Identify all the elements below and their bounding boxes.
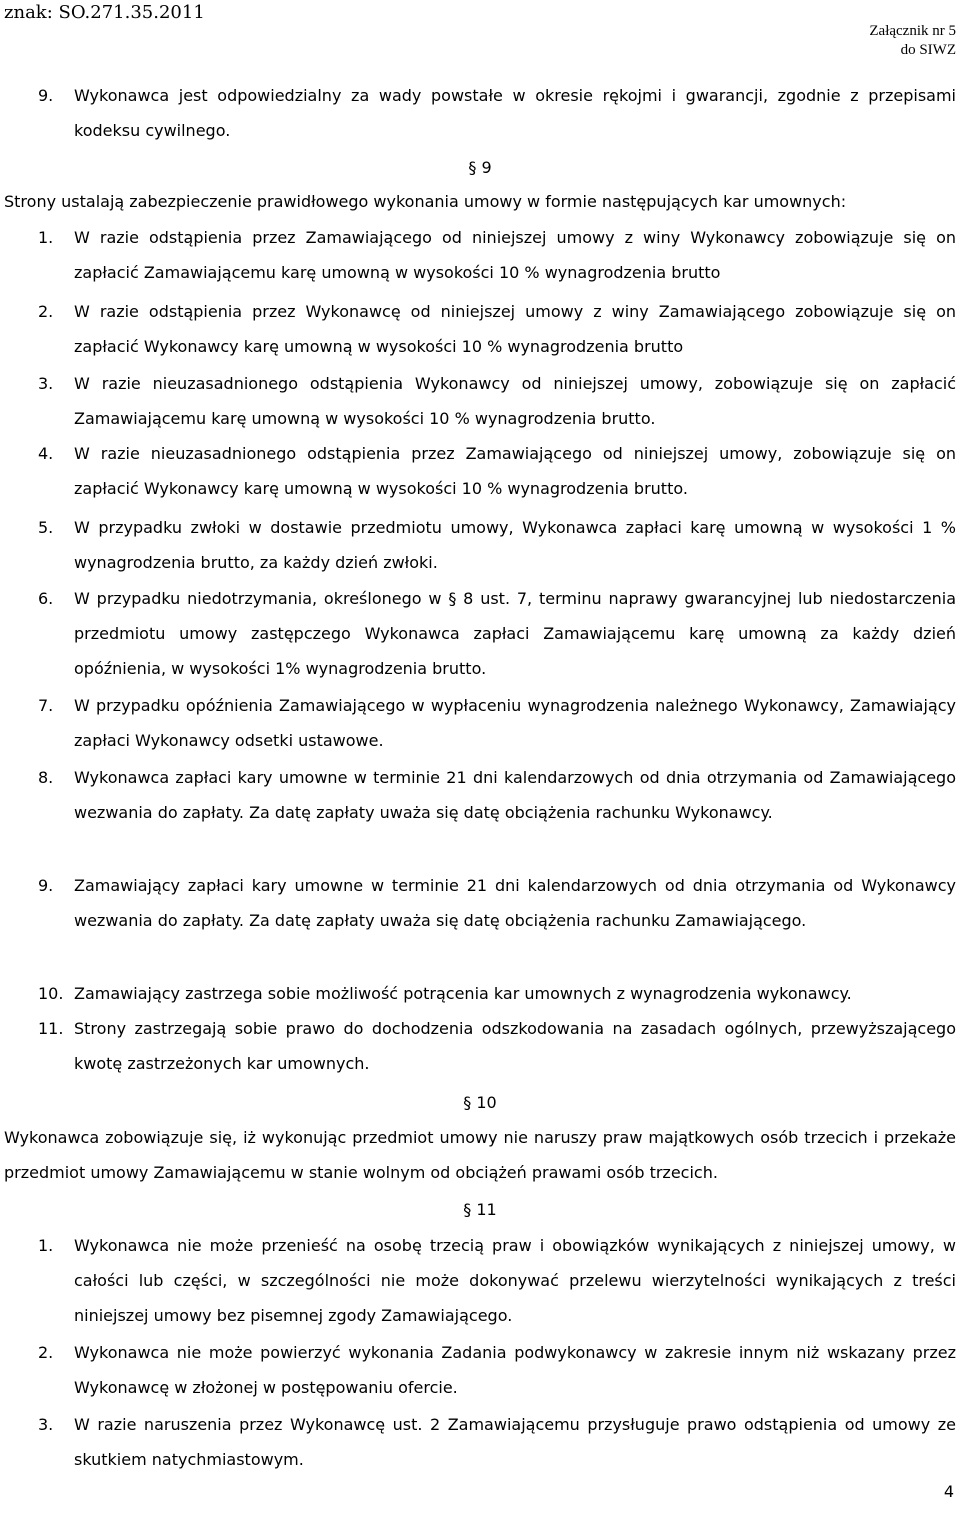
list-item <box>38 688 956 758</box>
list-item <box>38 510 956 580</box>
item-number: 9. <box>38 876 54 895</box>
item-text: Wykonawca zapłaci kary umowne w terminie 21 dni kalendarzowych od dnia otrzymania od Zamawiającego wezwania do zapłaty. Za datę zapłaty uważa się datę obciążenia rachunku Wykonawcy. <box>74 768 956 822</box>
section-heading-11: § 11 <box>463 1200 497 1219</box>
item-number: 1. <box>38 228 54 247</box>
item-text: Strony zastrzegają sobie prawo do dochodzenia odszkodowania na zasadach ogólnych, przewyższającego kwotę zastrzeżonych kar umownych. <box>74 1019 956 1073</box>
section-10-text: Wykonawca zobowiązuje się, iż wykonując przedmiot umowy nie naruszy praw majątkowych osób trzecich i przekaże przedmiot umowy Zamawiającemu w stanie wolnym od obciążeń prawami osób trzecich. <box>4 1128 956 1182</box>
list-item <box>38 1407 956 1477</box>
list-item <box>38 976 956 1011</box>
item-number: 7. <box>38 696 54 715</box>
item-number: 5. <box>38 518 54 537</box>
item-number: 1. <box>38 1236 54 1255</box>
section-9-lead: Strony ustalają zabezpieczenie prawidłowego wykonania umowy w formie następujących kar umownych: <box>4 192 847 211</box>
list-item <box>38 1228 956 1333</box>
item-number: 10. <box>38 984 64 1003</box>
item-text: W razie naruszenia przez Wykonawcę ust. 2 Zamawiającemu przysługuje prawo odstąpienia od umowy ze skutkiem natychmiastowym. <box>74 1415 956 1469</box>
item-text: W razie odstąpienia przez Zamawiającego od niniejszej umowy z winy Wykonawcy zobowiązuje się on zapłacić Zamawiającemu karę umowną w wysokości 10 % wynagrodzenia brutto <box>74 228 956 282</box>
item-number: 2. <box>38 1343 54 1362</box>
list-item <box>38 581 956 686</box>
item-text: W przypadku niedotrzymania, określonego w § 8 ust. 7, terminu naprawy gwarancyjnej lub niedostarczenia przedmiotu umowy zastępczego Wykonawca zapłaci Zamawiającemu karę umowną za każdy dzień opóźnienia, w wysokości 1% wynagrodzenia brutto. <box>74 589 956 678</box>
item-number: 11. <box>38 1019 64 1038</box>
list-item <box>38 1011 956 1081</box>
item-number: 2. <box>38 302 54 321</box>
item-text: Zamawiający zapłaci kary umowne w terminie 21 dni kalendarzowych od dnia otrzymania od Wykonawcy wezwania do zapłaty. Za datę zapłaty uważa się datę obciążenia rachunku Zamawiającego. <box>74 876 956 930</box>
list-item <box>38 294 956 364</box>
list-item <box>38 436 956 506</box>
item-text: W razie nieuzasadnionego odstąpienia Wykonawcy od niniejszej umowy, zobowiązuje się on zapłacić Zamawiającemu karę umowną w wysokości 10 % wynagrodzenia brutto. <box>74 374 956 428</box>
list-item <box>38 1335 956 1405</box>
item-number: 3. <box>38 374 54 393</box>
list-item <box>38 366 956 436</box>
item-text: Zamawiający zastrzega sobie możliwość potrącenia kar umownych z wynagrodzenia wykonawcy. <box>74 984 852 1003</box>
annex-line-1: Załącznik nr 5 <box>869 23 956 39</box>
list-item <box>38 220 956 290</box>
list-item <box>38 760 956 830</box>
annex-line-2: do SIWZ <box>900 42 956 58</box>
item-text: Wykonawca jest odpowiedzialny za wady powstałe w okresie rękojmi i gwarancji, zgodnie z przepisami kodeksu cywilnego. <box>74 86 956 140</box>
item-number: 6. <box>38 589 54 608</box>
item-text: Wykonawca nie może przenieść na osobę trzecią praw i obowiązków wynikających z niniejszej umowy, w całości lub części, w szczególności nie może dokonywać przelewu wierzytelności wynikających z treści niniejszej umowy bez pisemnej zgody Zamawiającego. <box>74 1236 956 1325</box>
item-number: 9. <box>38 86 54 105</box>
page-number: 4 <box>943 1482 954 1501</box>
item-number: 8. <box>38 768 54 787</box>
document-ref: znak: SO.271.35.2011 <box>4 2 205 23</box>
item-text: W razie nieuzasadnionego odstąpienia przez Zamawiającego od niniejszej umowy, zobowiązuje się on zapłacić Wykonawcy karę umowną w wysokości 10 % wynagrodzenia brutto. <box>74 444 956 498</box>
list-item <box>38 868 956 938</box>
item-text: Wykonawca nie może powierzyć wykonania Zadania podwykonawcy w zakresie innym niż wskazany przez Wykonawcę w złożonej w postępowaniu ofercie. <box>74 1343 956 1397</box>
item-text: W przypadku zwłoki w dostawie przedmiotu umowy, Wykonawca zapłaci karę umowną w wysokości 1 % wynagrodzenia brutto, za każdy dzień zwłoki. <box>74 518 956 572</box>
annex-label <box>869 22 956 60</box>
intro-item <box>38 78 956 148</box>
item-text: W razie odstąpienia przez Wykonawcę od niniejszej umowy z winy Zamawiającego zobowiązuje się on zapłacić Wykonawcy karę umowną w wysokości 10 % wynagrodzenia brutto <box>74 302 956 356</box>
item-number: 3. <box>38 1415 54 1434</box>
section-heading-10: § 10 <box>463 1093 497 1112</box>
section-heading-9: § 9 <box>468 158 492 177</box>
item-number: 4. <box>38 444 54 463</box>
item-text: W przypadku opóźnienia Zamawiającego w wypłaceniu wynagrodzenia należnego Wykonawcy, Zamawiający zapłaci Wykonawcy odsetki ustawowe. <box>74 696 956 750</box>
